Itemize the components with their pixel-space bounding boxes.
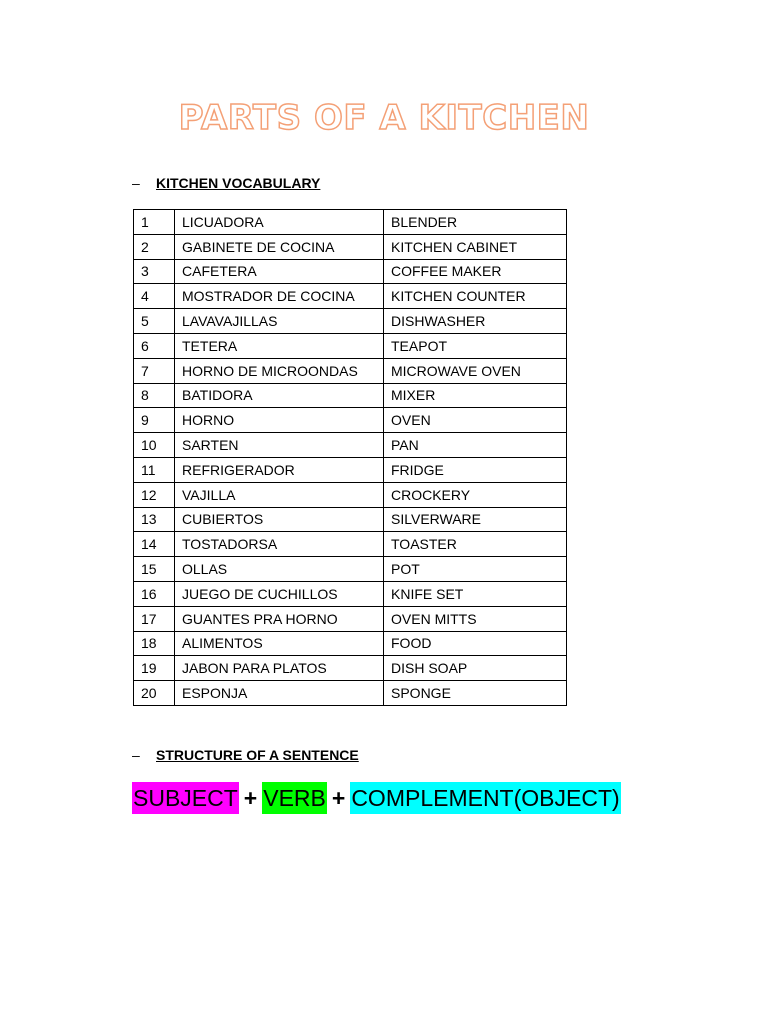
table-row bbox=[134, 581, 567, 606]
spanish-term: GABINETE DE COCINA bbox=[175, 234, 384, 259]
row-number: 11 bbox=[134, 457, 175, 482]
english-term: MICROWAVE OVEN bbox=[384, 358, 567, 383]
table-row bbox=[134, 557, 567, 582]
formula-complement: COMPLEMENT(OBJECT) bbox=[350, 782, 620, 814]
table-row bbox=[134, 631, 567, 656]
vocabulary-table-body bbox=[134, 210, 567, 706]
spanish-term: ALIMENTOS bbox=[175, 631, 384, 656]
row-number: 5 bbox=[134, 309, 175, 334]
spanish-term: LICUADORA bbox=[175, 210, 384, 235]
table-row bbox=[134, 507, 567, 532]
row-number: 16 bbox=[134, 581, 175, 606]
english-term: KITCHEN CABINET bbox=[384, 234, 567, 259]
spanish-term: REFRIGERADOR bbox=[175, 457, 384, 482]
english-term: KITCHEN COUNTER bbox=[384, 284, 567, 309]
vocabulary-table bbox=[133, 209, 567, 706]
structure-heading-text: STRUCTURE OF A SENTENCE bbox=[156, 747, 359, 763]
english-term: BLENDER bbox=[384, 210, 567, 235]
row-number: 1 bbox=[134, 210, 175, 235]
english-term: OVEN MITTS bbox=[384, 606, 567, 631]
english-term: POT bbox=[384, 557, 567, 582]
table-row bbox=[134, 606, 567, 631]
row-number: 20 bbox=[134, 681, 175, 706]
row-number: 12 bbox=[134, 482, 175, 507]
table-row bbox=[134, 383, 567, 408]
english-term: DISH SOAP bbox=[384, 656, 567, 681]
english-term: TOASTER bbox=[384, 532, 567, 557]
table-row bbox=[134, 333, 567, 358]
table-row bbox=[134, 358, 567, 383]
spanish-term: VAJILLA bbox=[175, 482, 384, 507]
english-term: FRIDGE bbox=[384, 457, 567, 482]
row-number: 4 bbox=[134, 284, 175, 309]
bullet-dash: – bbox=[132, 747, 140, 763]
row-number: 15 bbox=[134, 557, 175, 582]
english-term: COFFEE MAKER bbox=[384, 259, 567, 284]
english-term: TEAPOT bbox=[384, 333, 567, 358]
row-number: 6 bbox=[134, 333, 175, 358]
row-number: 13 bbox=[134, 507, 175, 532]
spanish-term: OLLAS bbox=[175, 557, 384, 582]
spanish-term: TETERA bbox=[175, 333, 384, 358]
bullet-dash: – bbox=[132, 175, 140, 191]
formula-verb: VERB bbox=[262, 782, 327, 814]
english-term: KNIFE SET bbox=[384, 581, 567, 606]
table-row bbox=[134, 408, 567, 433]
table-row bbox=[134, 433, 567, 458]
english-term: SPONGE bbox=[384, 681, 567, 706]
row-number: 9 bbox=[134, 408, 175, 433]
spanish-term: JUEGO DE CUCHILLOS bbox=[175, 581, 384, 606]
table-row bbox=[134, 309, 567, 334]
structure-heading bbox=[132, 746, 359, 764]
spanish-term: HORNO DE MICROONDAS bbox=[175, 358, 384, 383]
row-number: 18 bbox=[134, 631, 175, 656]
spanish-term: CAFETERA bbox=[175, 259, 384, 284]
english-term: DISHWASHER bbox=[384, 309, 567, 334]
row-number: 8 bbox=[134, 383, 175, 408]
row-number: 17 bbox=[134, 606, 175, 631]
formula-plus: + bbox=[331, 785, 346, 811]
english-term: MIXER bbox=[384, 383, 567, 408]
spanish-term: ESPONJA bbox=[175, 681, 384, 706]
spanish-term: HORNO bbox=[175, 408, 384, 433]
vocabulary-heading bbox=[132, 174, 320, 192]
table-row bbox=[134, 457, 567, 482]
table-row bbox=[134, 532, 567, 557]
vocabulary-heading-text: KITCHEN VOCABULARY bbox=[156, 175, 321, 191]
table-row bbox=[134, 210, 567, 235]
row-number: 14 bbox=[134, 532, 175, 557]
table-row bbox=[134, 656, 567, 681]
row-number: 7 bbox=[134, 358, 175, 383]
table-row bbox=[134, 681, 567, 706]
spanish-term: SARTEN bbox=[175, 433, 384, 458]
spanish-term: LAVAVAJILLAS bbox=[175, 309, 384, 334]
formula-plus: + bbox=[243, 785, 258, 811]
formula-subject: SUBJECT bbox=[132, 782, 239, 814]
spanish-term: CUBIERTOS bbox=[175, 507, 384, 532]
table-row bbox=[134, 482, 567, 507]
spanish-term: GUANTES PRA HORNO bbox=[175, 606, 384, 631]
row-number: 19 bbox=[134, 656, 175, 681]
spanish-term: JABON PARA PLATOS bbox=[175, 656, 384, 681]
english-term: SILVERWARE bbox=[384, 507, 567, 532]
english-term: OVEN bbox=[384, 408, 567, 433]
sentence-formula bbox=[132, 780, 621, 816]
english-term: PAN bbox=[384, 433, 567, 458]
spanish-term: TOSTADORSA bbox=[175, 532, 384, 557]
row-number: 3 bbox=[134, 259, 175, 284]
table-row bbox=[134, 284, 567, 309]
english-term: FOOD bbox=[384, 631, 567, 656]
spanish-term: BATIDORA bbox=[175, 383, 384, 408]
table-row bbox=[134, 234, 567, 259]
table-row bbox=[134, 259, 567, 284]
english-term: CROCKERY bbox=[384, 482, 567, 507]
page-title: PARTS OF A KITCHEN bbox=[178, 98, 590, 138]
row-number: 10 bbox=[134, 433, 175, 458]
spanish-term: MOSTRADOR DE COCINA bbox=[175, 284, 384, 309]
row-number: 2 bbox=[134, 234, 175, 259]
